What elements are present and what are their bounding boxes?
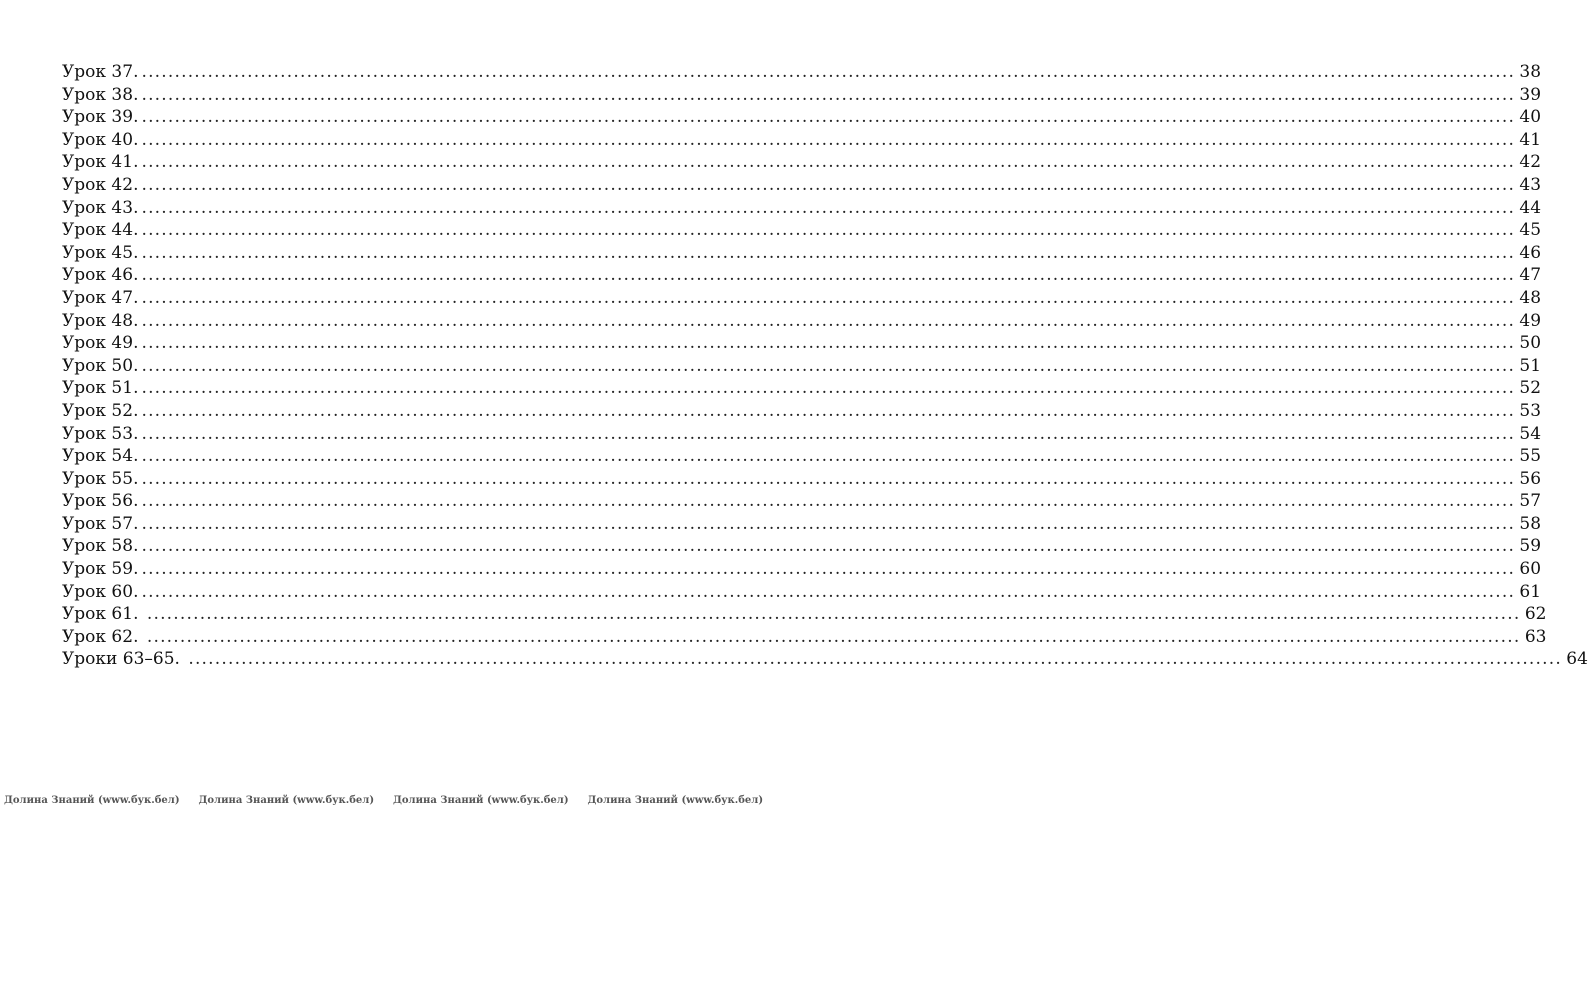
toc-entry-page: 43 [1519, 174, 1542, 195]
toc-entry-page: 44 [1519, 197, 1542, 218]
toc-entry-label: Урок 42. [62, 174, 139, 195]
toc-entry-page: 57 [1519, 491, 1542, 512]
toc-leader-dots [141, 129, 1515, 152]
toc-leader-dots [147, 603, 1521, 626]
toc-entry-page: 40 [1519, 107, 1542, 128]
toc-leader-dots [141, 287, 1515, 310]
table-of-contents [62, 61, 1588, 671]
toc-entry [62, 355, 1542, 378]
toc-entry [62, 468, 1542, 491]
toc-entry-label: Урок 44. [62, 220, 139, 241]
toc-entry-page: 49 [1519, 310, 1542, 331]
toc-leader-dots [141, 174, 1515, 197]
toc-leader-dots [141, 264, 1515, 287]
toc-entry-page: 55 [1519, 446, 1542, 467]
toc-entry-label: Урок 39. [62, 107, 139, 128]
toc-entry-page: 39 [1519, 84, 1542, 105]
watermark-strip [0, 788, 764, 806]
toc-entry [62, 626, 1547, 649]
toc-entry-label: Урок 52. [62, 400, 139, 421]
toc-entry-page: 51 [1519, 355, 1542, 376]
toc-entry-label: Урок 57. [62, 513, 139, 534]
toc-leader-dots [147, 626, 1521, 649]
toc-entry-label: Урок 43. [62, 197, 139, 218]
toc-entry-label: Урок 61. [62, 604, 144, 625]
watermark-text: Долина Знаний (www.бук.бел) [198, 795, 375, 806]
toc-leader-dots [141, 355, 1515, 378]
toc-entry-page: 45 [1519, 220, 1542, 241]
toc-leader-dots [141, 151, 1515, 174]
toc-entry-page: 54 [1519, 423, 1542, 444]
toc-entry-label: Урок 56. [62, 491, 139, 512]
toc-entry-label: Урок 47. [62, 287, 139, 308]
toc-leader-dots [141, 535, 1515, 558]
toc-entry-page: 48 [1519, 287, 1542, 308]
toc-entry-page: 59 [1519, 536, 1542, 557]
toc-entry-label: Урок 60. [62, 581, 139, 602]
toc-entry-label: Урок 46. [62, 265, 139, 286]
toc-entry-label: Урок 50. [62, 355, 139, 376]
toc-entry [62, 581, 1542, 604]
toc-entry-page: 46 [1519, 242, 1542, 263]
toc-entry [62, 61, 1542, 84]
toc-entry [62, 242, 1542, 265]
toc-entry-label: Урок 37. [62, 62, 139, 82]
toc-leader-dots [141, 490, 1515, 513]
toc-entry [62, 490, 1542, 513]
toc-leader-dots [141, 513, 1515, 536]
toc-leader-dots [141, 106, 1515, 129]
toc-entry [62, 264, 1542, 287]
toc-leader-dots [141, 242, 1515, 265]
toc-entry-page: 47 [1519, 265, 1542, 286]
toc-leader-dots [141, 332, 1515, 355]
toc-leader-dots [141, 445, 1515, 468]
toc-leader-dots [141, 61, 1515, 84]
toc-entry [62, 84, 1542, 107]
toc-entry [62, 287, 1542, 310]
toc-entry-page: 56 [1519, 468, 1542, 489]
toc-entry [62, 648, 1588, 671]
toc-entry-page: 42 [1519, 152, 1542, 173]
toc-entry-label: Урок 58. [62, 536, 139, 557]
toc-entry-label: Уроки 63–65. [62, 649, 186, 670]
toc-leader-dots [141, 423, 1515, 446]
toc-entry-label: Урок 51. [62, 378, 139, 399]
toc-entry [62, 151, 1542, 174]
toc-leader-dots [141, 310, 1515, 333]
toc-leader-dots [141, 400, 1515, 423]
toc-entry-label: Урок 54. [62, 446, 139, 467]
toc-entry [62, 558, 1542, 581]
toc-entry-page: 41 [1519, 129, 1542, 150]
toc-entry [62, 197, 1542, 220]
toc-entry-page: 52 [1519, 378, 1542, 399]
toc-entry-label: Урок 40. [62, 129, 139, 150]
toc-entry [62, 219, 1542, 242]
toc-leader-dots [141, 84, 1515, 107]
toc-entry [62, 129, 1542, 152]
toc-leader-dots [141, 581, 1515, 604]
toc-entry-page: 58 [1519, 513, 1542, 534]
toc-entry-page: 61 [1519, 581, 1542, 602]
toc-entry-page: 53 [1519, 400, 1542, 421]
toc-entry [62, 106, 1542, 129]
toc-entry [62, 377, 1542, 400]
toc-entry-page: 38 [1519, 62, 1542, 82]
toc-entry [62, 400, 1542, 423]
toc-leader-dots [141, 197, 1515, 220]
toc-leader-dots [188, 648, 1562, 671]
toc-entry [62, 513, 1542, 536]
toc-entry-page: 60 [1519, 559, 1542, 580]
toc-entry-label: Урок 41. [62, 152, 139, 173]
toc-entry-page: 63 [1524, 626, 1547, 647]
toc-entry-label: Урок 38. [62, 84, 139, 105]
toc-leader-dots [141, 558, 1515, 581]
toc-entry-label: Урок 62. [62, 626, 144, 647]
toc-entry-label: Урок 49. [62, 333, 139, 354]
toc-entry [62, 445, 1542, 468]
toc-entry-label: Урок 59. [62, 559, 139, 580]
toc-entry [62, 603, 1547, 626]
toc-entry [62, 332, 1542, 355]
toc-leader-dots [141, 468, 1515, 491]
toc-leader-dots [141, 377, 1515, 400]
toc-entry [62, 310, 1542, 333]
toc-entry [62, 423, 1542, 446]
toc-entry-page: 62 [1524, 604, 1547, 625]
toc-entry-label: Урок 48. [62, 310, 139, 331]
watermark-text: Долина Знаний (www.бук.бел) [4, 795, 180, 806]
toc-entry-page: 50 [1519, 333, 1542, 354]
toc-leader-dots [141, 219, 1515, 242]
toc-entry [62, 174, 1542, 197]
watermark-text: Долина Знаний (www.бук.бел) [587, 795, 764, 806]
toc-entry-page: 64 [1566, 649, 1588, 670]
toc-entry-label: Урок 55. [62, 468, 139, 489]
watermark-text: Долина Знаний (www.бук.бел) [393, 795, 569, 806]
toc-entry-label: Урок 53. [62, 423, 139, 444]
toc-entry [62, 535, 1542, 558]
toc-entry-label: Урок 45. [62, 242, 139, 263]
